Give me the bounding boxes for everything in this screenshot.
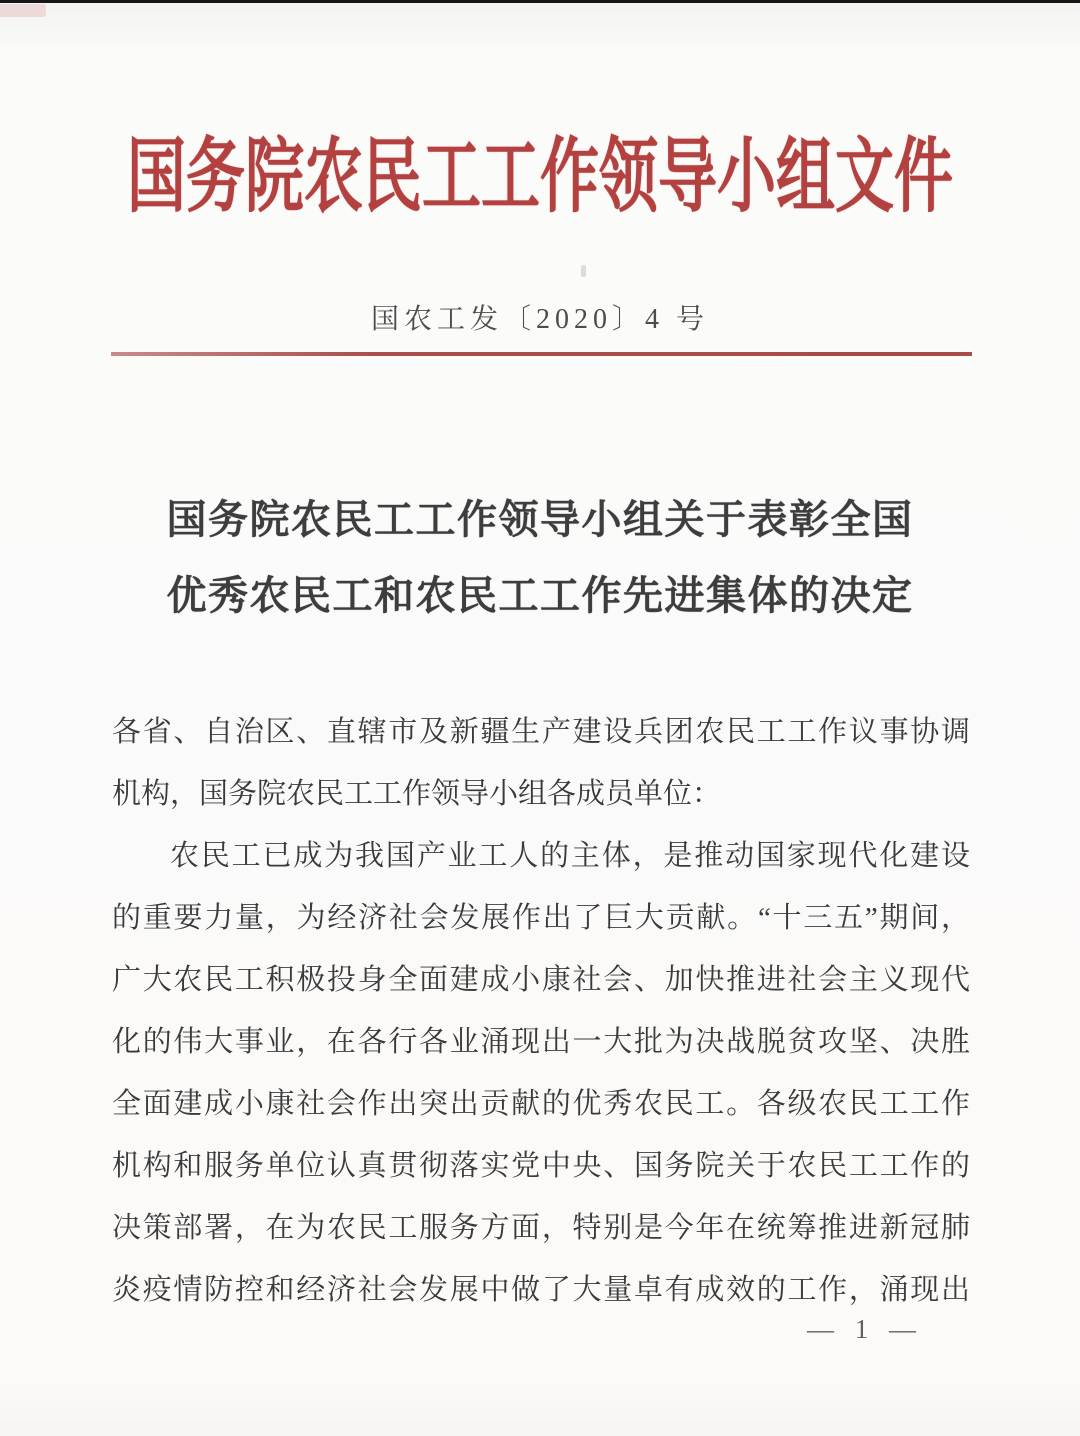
body-text-line: 的重要力量，为经济社会发展作出了巨大贡献。“十三五”期间，: [112, 902, 970, 934]
document-body: [112, 701, 970, 1321]
body-text-line: 决策部署，在为农民工服务方面，特别是今年在统筹推进新冠肺: [112, 1212, 970, 1244]
page-number: — 1 —: [807, 1314, 923, 1344]
body-text-line: 各省、自治区、直辖市及新疆生产建设兵团农民工工作议事协调: [112, 716, 970, 748]
document-header-title: 国务院农民工工作领导小组文件: [126, 130, 953, 222]
scan-speck-artifact: [581, 265, 586, 277]
scan-edge-artifact: [0, 0, 1080, 3]
document-title: [0, 482, 1080, 634]
red-separator-line: [111, 352, 972, 356]
body-text-line: 广大农民工积极投身全面建成小康社会、加快推进社会主义现代: [112, 964, 970, 996]
document-number: 国农工发〔2020〕4 号: [370, 304, 709, 335]
body-text-line: 农民工已成为我国产业工人的主体，是推动国家现代化建设: [170, 840, 970, 872]
document-title-line-2: 优秀农民工和农民工工作先进集体的决定: [166, 573, 914, 618]
body-text-line: 全面建成小康社会作出突出贡献的优秀农民工。各级农民工工作: [112, 1088, 970, 1120]
body-text-line: 机构和服务单位认真贯彻落实党中央、国务院关于农民工工作的: [112, 1150, 970, 1182]
body-text-line: 机构，国务院农民工工作领导小组各成员单位：: [112, 778, 722, 810]
body-text-line: 化的伟大事业，在各行各业涌现出一大批为决战脱贫攻坚、决胜: [112, 1026, 970, 1058]
body-text-line: 炎疫情防控和经济社会发展中做了大量卓有成效的工作，涌现出: [112, 1274, 970, 1306]
scan-corner-mark: [0, 4, 46, 17]
document-title-line-1: 国务院农民工工作领导小组关于表彰全国: [166, 497, 914, 542]
